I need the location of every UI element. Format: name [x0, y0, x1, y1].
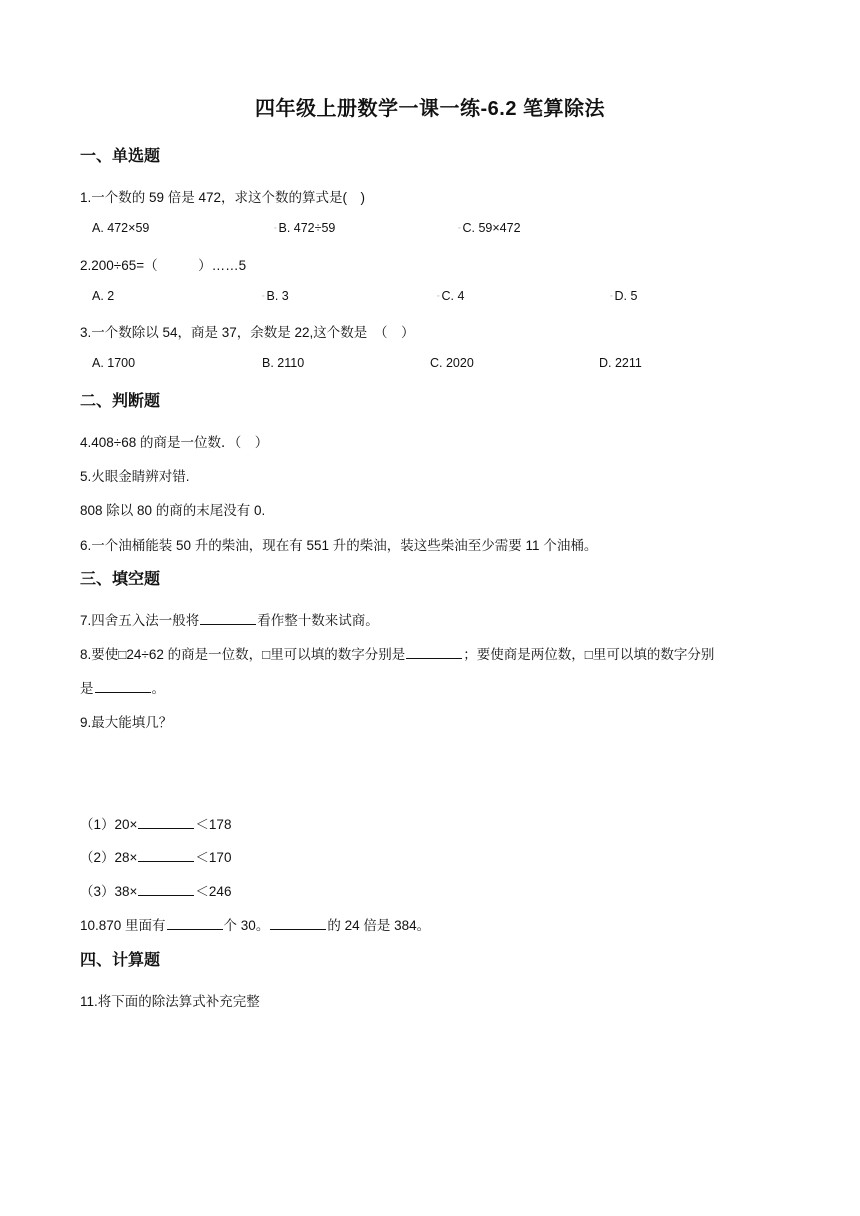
q9-item-3-suffix: ＜246 — [195, 884, 232, 899]
q10-text-2: 个 30。 — [223, 918, 270, 933]
q7-text-before: 7.四舍五入法一般将 — [80, 613, 200, 628]
section-heading-calculation: 四、计算题 — [80, 952, 161, 969]
q8-blank-1 — [406, 646, 462, 659]
question-6: 6.一个油桶能装 50 升的柴油，现在有 551 升的柴油，装这些柴油至少需要 11 个油桶。 — [80, 538, 598, 553]
question-8-line-1 — [80, 643, 714, 663]
q10-blank-1 — [167, 917, 223, 930]
question-11: 11.将下面的除法算式补充完整 — [80, 994, 260, 1009]
question-8-line-2 — [80, 677, 165, 697]
q1-option-b: ◦ B. 472÷59 — [274, 221, 336, 235]
q9-item-3-blank — [138, 883, 194, 896]
question-5-statement: 808 除以 80 的商的末尾没有 0. — [80, 503, 266, 518]
q1-option-a: A. 472×59 — [92, 221, 150, 235]
q9-item-1-blank — [138, 816, 194, 829]
q3-option-d: D. 2211 — [599, 356, 642, 370]
q2-option-a: A. 2 — [92, 289, 115, 303]
q3-option-b: B. 2110 — [262, 356, 305, 370]
page-title: 四年级上册数学一课一练-6.2 笔算除法 — [254, 98, 606, 120]
section-heading-true-false: 二、判断题 — [80, 393, 161, 410]
question-3: 3.一个数除以 54，商是 37，余数是 22,这个数是 （ ） — [80, 325, 415, 340]
question-2: 2.200÷65=（ ）……5 — [80, 258, 247, 273]
q2-option-b: ◦ B. 3 — [262, 289, 289, 303]
q9-item-3 — [80, 880, 231, 900]
question-7 — [80, 609, 379, 629]
question-10 — [80, 914, 430, 934]
option-marker-icon: ◦ — [262, 293, 265, 301]
q8-text-1: 8.要使□24÷62 的商是一位数，□里可以填的数字分别是 — [80, 647, 406, 662]
q3-option-c: C. 2020 — [430, 356, 474, 370]
q9-item-2 — [80, 846, 231, 866]
q9-item-2-suffix: ＜170 — [195, 850, 232, 865]
q2-option-c: ◦ C. 4 — [437, 289, 465, 303]
section-heading-single-choice: 一、单选题 — [80, 148, 161, 165]
q9-item-1 — [80, 813, 231, 833]
q2-option-d: ◦ D. 5 — [610, 289, 638, 303]
option-marker-icon: ◦ — [458, 225, 461, 233]
q8-text-2: ；要使商是两位数，□里可以填的数字分别 — [463, 647, 715, 662]
q9-item-3-prefix: （3）38× — [80, 884, 138, 899]
section-heading-fill-in: 三、填空题 — [80, 571, 161, 588]
q10-blank-2 — [270, 917, 326, 930]
q7-blank — [200, 612, 256, 625]
q8-text-3: 是 — [80, 681, 94, 696]
q8-text-4: 。 — [151, 681, 165, 696]
q1-option-c: ◦ C. 59×472 — [458, 221, 521, 235]
q7-text-after: 看作整十数来试商。 — [257, 613, 379, 628]
q3-option-a: A. 1700 — [92, 356, 136, 370]
option-marker-icon: ◦ — [437, 293, 440, 301]
question-9: 9.最大能填几？ — [80, 715, 173, 730]
question-1: 1.一个数的 59 倍是 472，求这个数的算式是( ) — [80, 190, 366, 205]
question-4: 4.408÷68 的商是一位数．（ ） — [80, 435, 269, 450]
option-marker-icon: ◦ — [610, 293, 613, 301]
q9-item-2-blank — [138, 849, 194, 862]
q9-item-1-prefix: （1）20× — [80, 817, 138, 832]
q9-item-1-suffix: ＜178 — [195, 817, 232, 832]
q8-blank-2 — [95, 680, 151, 693]
q10-text-3: 的 24 倍是 384。 — [327, 918, 431, 933]
q9-item-2-prefix: （2）28× — [80, 850, 138, 865]
option-marker-icon: ◦ — [274, 225, 277, 233]
question-5: 5.火眼金睛辨对错. — [80, 469, 190, 484]
q10-text-1: 10.870 里面有 — [80, 918, 166, 933]
